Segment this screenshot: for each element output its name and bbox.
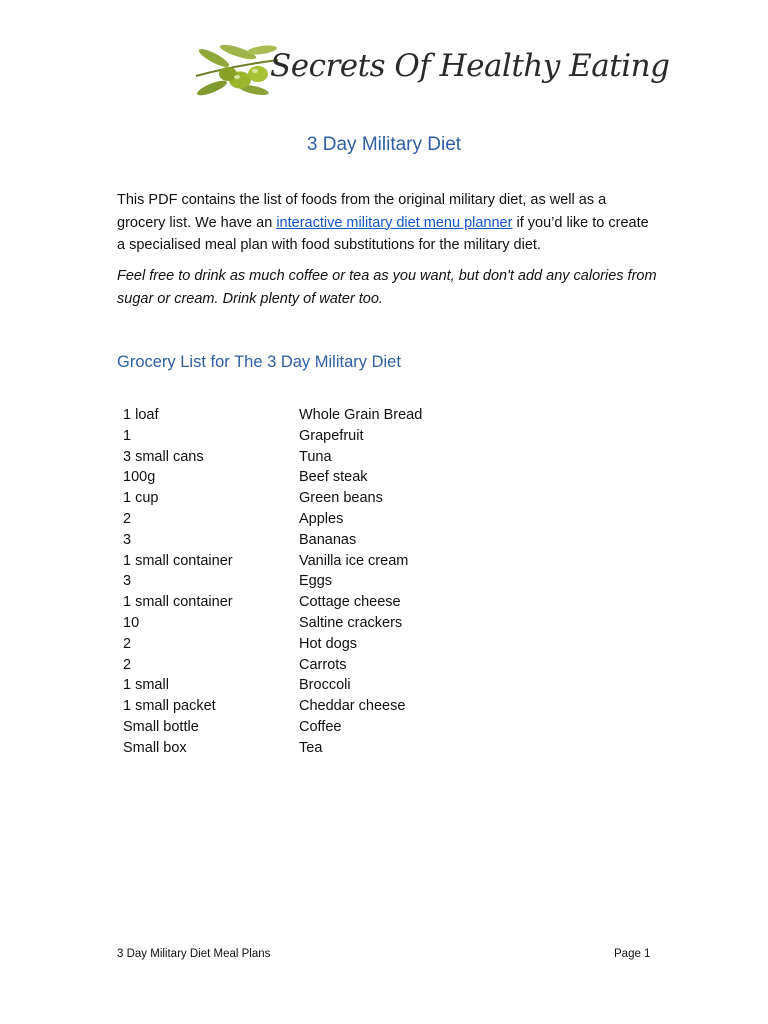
grocery-qty: Small box: [123, 739, 187, 756]
grocery-qty: Small bottle: [123, 718, 199, 735]
intro-text-before: This PDF contains the list of foods from the original military diet, as well as a grocery list. We have an: [117, 192, 607, 231]
grocery-row: [123, 655, 422, 676]
grocery-row: [123, 530, 422, 551]
grocery-heading: Grocery List for The 3 Day Military Diet: [117, 353, 401, 371]
grocery-item: Whole Grain Bread: [299, 407, 423, 423]
grocery-qty: 1 cup: [123, 490, 159, 507]
grocery-item: Cottage cheese: [299, 594, 401, 611]
grocery-qty: 2: [123, 656, 132, 673]
site-logo: [192, 36, 670, 108]
logo-text: Secrets Of Healthy Eating: [270, 48, 670, 84]
grocery-row: [123, 634, 422, 655]
grocery-item: Tea: [299, 739, 323, 756]
grocery-qty: 2: [123, 635, 132, 652]
grocery-row: [123, 509, 422, 530]
grocery-row: [123, 551, 422, 572]
grocery-qty: 1: [123, 427, 132, 444]
grocery-row: [123, 696, 422, 717]
grocery-qty: 2: [123, 510, 132, 527]
grocery-item: Hot dogs: [299, 635, 358, 652]
grocery-qty: 10: [123, 614, 140, 631]
grocery-item: Green beans: [299, 490, 383, 507]
grocery-row: [123, 571, 422, 592]
grocery-item: Carrots: [299, 656, 347, 673]
grocery-row: [123, 405, 422, 426]
grocery-row: [123, 467, 422, 488]
grocery-item: Apples: [299, 510, 344, 527]
olive-branch-icon: [192, 36, 282, 108]
grocery-item: Broccoli: [299, 677, 351, 694]
grocery-row: [123, 488, 422, 509]
grocery-row: [123, 426, 422, 447]
grocery-row: [123, 675, 422, 696]
grocery-item: Vanilla ice cream: [299, 552, 409, 569]
grocery-qty: 1 loaf: [123, 407, 159, 423]
grocery-qty: 1 small container: [123, 552, 233, 569]
grocery-qty: 1 small packet: [123, 698, 216, 715]
grocery-list: [123, 405, 422, 759]
page-number: Page 1: [614, 948, 651, 960]
grocery-qty: 3 small cans: [123, 448, 204, 465]
grocery-item: Tuna: [299, 448, 332, 465]
grocery-row: [123, 592, 422, 613]
grocery-row: [123, 447, 422, 468]
grocery-item: Bananas: [299, 531, 357, 548]
drink-note: Feel free to drink as much coffee or tea as you want, but don't add any calories from sugar or cream. Drink plenty of water too.: [117, 268, 657, 307]
menu-planner-link[interactable]: interactive military diet menu planner: [276, 214, 513, 231]
intro-text-after: if you’d like to create a specialised meal plan with food substitutions for the military diet.: [117, 214, 649, 253]
grocery-qty: 100g: [123, 469, 156, 486]
grocery-row: [123, 738, 422, 759]
grocery-row: [123, 717, 422, 738]
grocery-item: Grapefruit: [299, 427, 364, 444]
grocery-item: Cheddar cheese: [299, 698, 406, 715]
grocery-qty: 3: [123, 573, 132, 590]
grocery-item: Beef steak: [299, 469, 368, 486]
footer-title: 3 Day Military Diet Meal Plans: [117, 948, 271, 960]
grocery-row: [123, 613, 422, 634]
grocery-item: Eggs: [299, 573, 333, 590]
grocery-item: Coffee: [299, 718, 342, 735]
intro-paragraph: [117, 189, 657, 257]
grocery-qty: 3: [123, 531, 132, 548]
grocery-qty: 1 small container: [123, 594, 233, 611]
grocery-qty: 1 small: [123, 677, 169, 694]
grocery-item: Saltine crackers: [299, 614, 403, 631]
page-title: 3 Day Military Diet: [306, 134, 462, 155]
